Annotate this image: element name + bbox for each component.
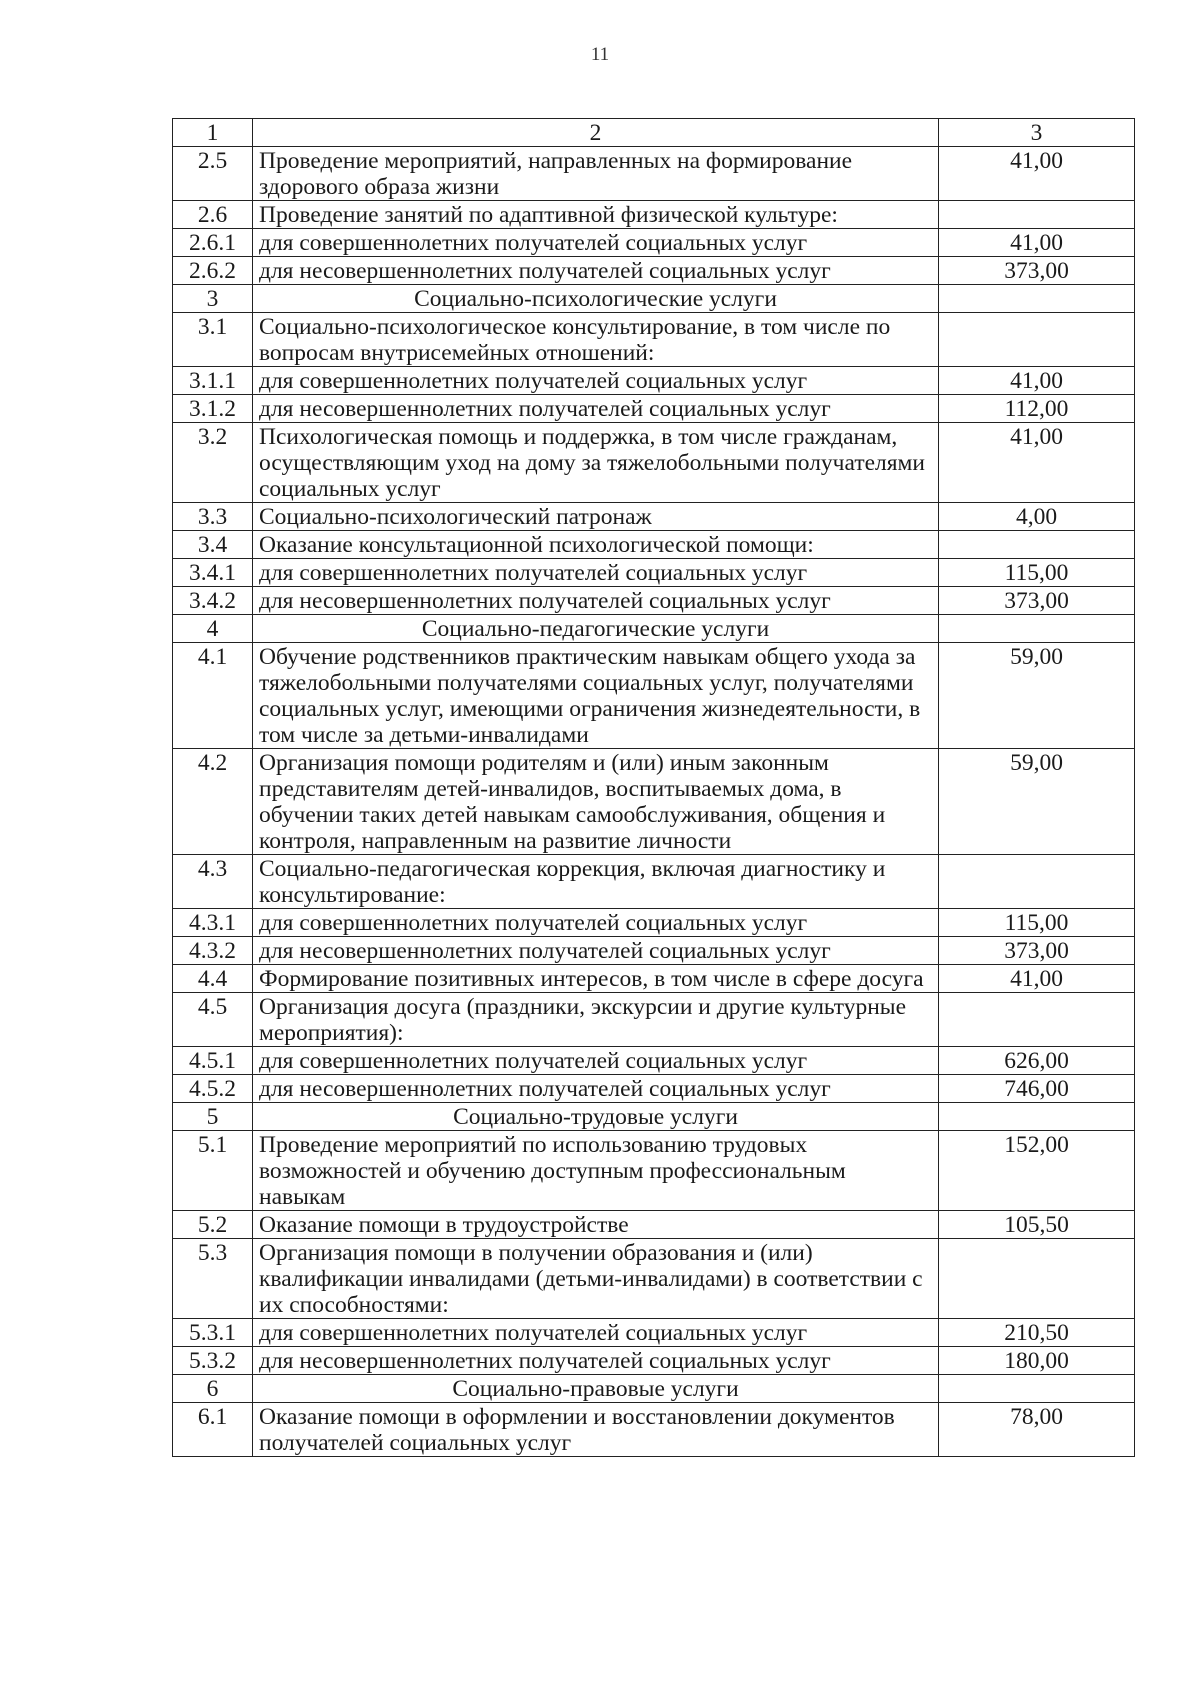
service-name-cell: для несовершеннолетних получателей социальных услуг — [253, 1347, 939, 1375]
table-row — [173, 229, 1135, 257]
row-number-cell: 3.3 — [173, 503, 253, 531]
table-row — [173, 1319, 1135, 1347]
row-number-cell: 4.4 — [173, 965, 253, 993]
price-cell — [939, 313, 1135, 367]
page-number: 11 — [590, 44, 610, 65]
service-name-cell: для совершеннолетних получателей социальных услуг — [253, 559, 939, 587]
price-cell: 41,00 — [939, 147, 1135, 201]
price-cell: 115,00 — [939, 909, 1135, 937]
row-number-cell: 3.1.1 — [173, 367, 253, 395]
service-name-cell: Оказание помощи в оформлении и восстановлении документов получателей социальных услуг — [253, 1403, 939, 1457]
service-name-cell: для несовершеннолетних получателей социальных услуг — [253, 257, 939, 285]
row-number-cell: 5.3 — [173, 1239, 253, 1319]
price-cell — [939, 615, 1135, 643]
row-number-cell: 4.3.1 — [173, 909, 253, 937]
service-name-cell: Проведение мероприятий, направленных на формирование здорового образа жизни — [253, 147, 939, 201]
table-header-row — [173, 119, 1135, 147]
row-number-cell: 6 — [173, 1375, 253, 1403]
row-number-cell: 3.2 — [173, 423, 253, 503]
row-number-cell: 3.4.1 — [173, 559, 253, 587]
table-row — [173, 587, 1135, 615]
service-name-cell: Оказание помощи в трудоустройстве — [253, 1211, 939, 1239]
row-number-cell: 4.5 — [173, 993, 253, 1047]
table-row — [173, 855, 1135, 909]
price-cell — [939, 855, 1135, 909]
service-name-cell: для несовершеннолетних получателей социальных услуг — [253, 587, 939, 615]
row-number-cell: 4.3 — [173, 855, 253, 909]
header-cell-price: 3 — [939, 119, 1135, 147]
price-cell: 180,00 — [939, 1347, 1135, 1375]
price-cell — [939, 1103, 1135, 1131]
table-row — [173, 965, 1135, 993]
table-row — [173, 1239, 1135, 1319]
table-row — [173, 313, 1135, 367]
service-name-cell: Организация помощи родителям и (или) иным законным представителям детей-инвалидов, воспитываемых дома, в обучении таких детей навыкам самообслуживания, общения и контроля, направленным на развитие личности — [253, 749, 939, 855]
price-cell — [939, 531, 1135, 559]
price-cell: 4,00 — [939, 503, 1135, 531]
service-name-cell: для несовершеннолетних получателей социальных услуг — [253, 395, 939, 423]
table-body — [173, 119, 1135, 1457]
row-number-cell: 2.6 — [173, 201, 253, 229]
service-name-cell: Психологическая помощь и поддержка, в том числе гражданам, осуществляющим уход на дому за тяжелобольными получателями социальных услуг — [253, 423, 939, 503]
service-name-cell: для совершеннолетних получателей социальных услуг — [253, 1047, 939, 1075]
price-cell — [939, 993, 1135, 1047]
price-cell: 112,00 — [939, 395, 1135, 423]
row-number-cell: 3.4 — [173, 531, 253, 559]
price-cell: 59,00 — [939, 749, 1135, 855]
price-cell: 105,50 — [939, 1211, 1135, 1239]
service-name-cell: для совершеннолетних получателей социальных услуг — [253, 909, 939, 937]
row-number-cell: 4 — [173, 615, 253, 643]
row-number-cell: 4.5.1 — [173, 1047, 253, 1075]
section-title-cell: Социально-психологические услуги — [253, 285, 939, 313]
service-name-cell: Организация досуга (праздники, экскурсии и другие культурные мероприятия): — [253, 993, 939, 1047]
header-cell-service: 2 — [253, 119, 939, 147]
row-number-cell: 4.3.2 — [173, 937, 253, 965]
row-number-cell: 4.1 — [173, 643, 253, 749]
service-name-cell: для несовершеннолетних получателей социальных услуг — [253, 1075, 939, 1103]
table-row — [173, 643, 1135, 749]
table-row — [173, 1131, 1135, 1211]
row-number-cell: 4.2 — [173, 749, 253, 855]
table-row — [173, 1075, 1135, 1103]
service-name-cell: Формирование позитивных интересов, в том числе в сфере досуга — [253, 965, 939, 993]
row-number-cell: 3.4.2 — [173, 587, 253, 615]
service-name-cell: для несовершеннолетних получателей социальных услуг — [253, 937, 939, 965]
table-row — [173, 257, 1135, 285]
service-name-cell: Оказание консультационной психологической помощи: — [253, 531, 939, 559]
row-number-cell: 5 — [173, 1103, 253, 1131]
row-number-cell: 5.3.2 — [173, 1347, 253, 1375]
row-number-cell: 2.6.1 — [173, 229, 253, 257]
row-number-cell: 2.5 — [173, 147, 253, 201]
table-row — [173, 423, 1135, 503]
row-number-cell: 5.3.1 — [173, 1319, 253, 1347]
table-row — [173, 201, 1135, 229]
price-cell: 41,00 — [939, 367, 1135, 395]
table-row — [173, 1047, 1135, 1075]
price-cell: 78,00 — [939, 1403, 1135, 1457]
row-number-cell: 3.1.2 — [173, 395, 253, 423]
price-cell: 746,00 — [939, 1075, 1135, 1103]
row-number-cell: 6.1 — [173, 1403, 253, 1457]
row-number-cell: 3.1 — [173, 313, 253, 367]
section-title-cell: Социально-педагогические услуги — [253, 615, 939, 643]
service-name-cell: для совершеннолетних получателей социальных услуг — [253, 1319, 939, 1347]
service-name-cell: для совершеннолетних получателей социальных услуг — [253, 229, 939, 257]
price-cell — [939, 1375, 1135, 1403]
price-cell — [939, 285, 1135, 313]
service-name-cell: Социально-психологический патронаж — [253, 503, 939, 531]
price-cell: 41,00 — [939, 229, 1135, 257]
table-row — [173, 993, 1135, 1047]
price-cell: 59,00 — [939, 643, 1135, 749]
service-name-cell: Проведение мероприятий по использованию трудовых возможностей и обучению доступным профессиональным навыкам — [253, 1131, 939, 1211]
service-name-cell: Проведение занятий по адаптивной физической культуре: — [253, 201, 939, 229]
row-number-cell: 5.2 — [173, 1211, 253, 1239]
row-number-cell: 2.6.2 — [173, 257, 253, 285]
price-cell: 152,00 — [939, 1131, 1135, 1211]
section-row — [173, 285, 1135, 313]
section-title-cell: Социально-правовые услуги — [253, 1375, 939, 1403]
table-row — [173, 1211, 1135, 1239]
price-cell: 373,00 — [939, 587, 1135, 615]
row-number-cell: 3 — [173, 285, 253, 313]
table-row — [173, 937, 1135, 965]
price-cell: 41,00 — [939, 423, 1135, 503]
service-name-cell: Социально-психологическое консультирование, в том числе по вопросам внутрисемейных отношений: — [253, 313, 939, 367]
price-cell: 626,00 — [939, 1047, 1135, 1075]
header-cell-number: 1 — [173, 119, 253, 147]
price-cell — [939, 201, 1135, 229]
table-row — [173, 749, 1135, 855]
price-cell — [939, 1239, 1135, 1319]
section-row — [173, 1103, 1135, 1131]
section-row — [173, 1375, 1135, 1403]
tariff-table — [172, 118, 1135, 1457]
price-cell: 373,00 — [939, 937, 1135, 965]
table-row — [173, 909, 1135, 937]
price-cell: 115,00 — [939, 559, 1135, 587]
price-cell: 373,00 — [939, 257, 1135, 285]
table-row — [173, 1347, 1135, 1375]
table-row — [173, 559, 1135, 587]
table-row — [173, 395, 1135, 423]
table-row — [173, 531, 1135, 559]
section-row — [173, 615, 1135, 643]
service-name-cell: для совершеннолетних получателей социальных услуг — [253, 367, 939, 395]
table-row — [173, 367, 1135, 395]
table-row — [173, 503, 1135, 531]
service-name-cell: Обучение родственников практическим навыкам общего ухода за тяжелобольными получателями социальных услуг, получателями социальных услуг, имеющими ограничения жизнедеятельности, в том числе за детьми-инвалидами — [253, 643, 939, 749]
service-name-cell: Организация помощи в получении образования и (или) квалификации инвалидами (детьми-инвалидами) в соответствии с их способностями: — [253, 1239, 939, 1319]
section-title-cell: Социально-трудовые услуги — [253, 1103, 939, 1131]
price-cell: 210,50 — [939, 1319, 1135, 1347]
service-name-cell: Социально-педагогическая коррекция, включая диагностику и консультирование: — [253, 855, 939, 909]
row-number-cell: 4.5.2 — [173, 1075, 253, 1103]
price-cell: 41,00 — [939, 965, 1135, 993]
table-row — [173, 147, 1135, 201]
table-row — [173, 1403, 1135, 1457]
row-number-cell: 5.1 — [173, 1131, 253, 1211]
